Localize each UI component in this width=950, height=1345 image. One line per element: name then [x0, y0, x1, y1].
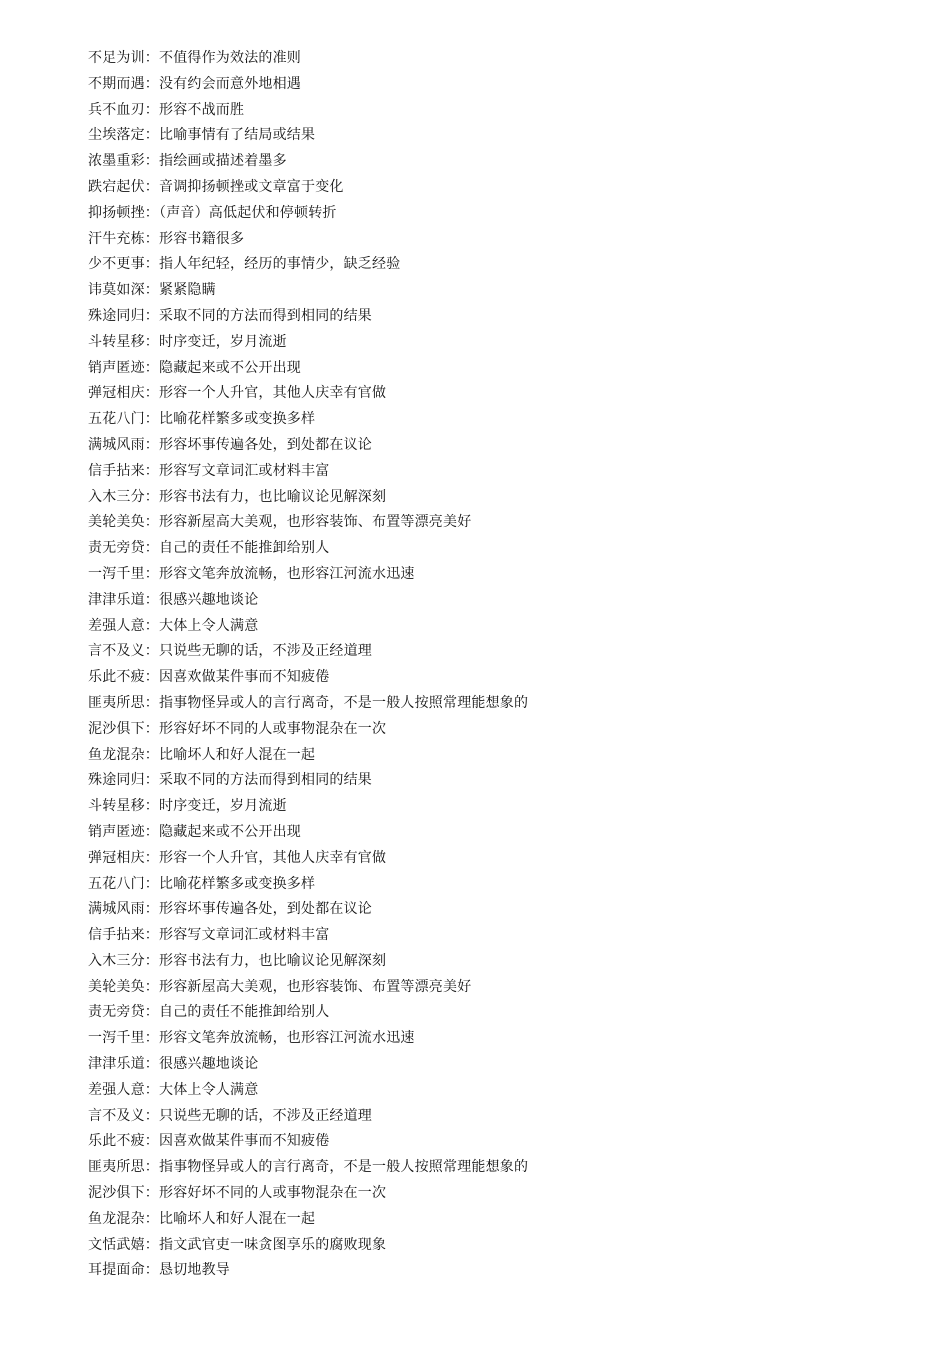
idiom-entry: 鱼龙混杂：比喻坏人和好人混在一起 — [88, 746, 316, 763]
idiom-entry: 讳莫如深：紧紧隐瞒 — [88, 282, 216, 299]
idiom-entry: 责无旁贷：自己的责任不能推卸给别人 — [88, 1004, 330, 1021]
idiom-entry: 责无旁贷：自己的责任不能推卸给别人 — [88, 540, 330, 557]
idiom-entry: 少不更事：指人年纪轻，经历的事情少，缺乏经验 — [88, 256, 401, 273]
idiom-entry: 入木三分：形容书法有力，也比喻议论见解深刻 — [88, 952, 387, 969]
idiom-entry: 匪夷所思：指事物怪异或人的言行离奇，不是一般人按照常理能想象的 — [88, 694, 529, 711]
idiom-entry: 言不及义：只说些无聊的话，不涉及正经道理 — [88, 1107, 372, 1124]
idiom-entry: 乐此不疲：因喜欢做某件事而不知疲倦 — [88, 1133, 330, 1150]
idiom-entry: 殊途同归：采取不同的方法而得到相同的结果 — [88, 307, 372, 324]
idiom-entry: 信手拈来：形容写文章词汇或材料丰富 — [88, 462, 330, 479]
idiom-entry: 信手拈来：形容写文章词汇或材料丰富 — [88, 927, 330, 944]
idiom-entry: 津津乐道：很感兴趣地谈论 — [88, 591, 259, 608]
idiom-entry: 不足为训：不值得作为效法的准则 — [88, 50, 301, 66]
idiom-entry: 斗转星移：时序变迁，岁月流逝 — [88, 798, 287, 815]
idiom-entry: 美轮美奂：形容新屋高大美观，也形容装饰、布置等漂亮美好 — [88, 978, 472, 995]
idiom-entry: 五花八门：比喻花样繁多或变换多样 — [88, 875, 316, 892]
idiom-entry: 销声匿迹：隐藏起来或不公开出现 — [88, 359, 301, 376]
idiom-entry: 言不及义：只说些无聊的话，不涉及正经道理 — [88, 643, 372, 660]
idiom-entry: 销声匿迹：隐藏起来或不公开出现 — [88, 823, 301, 840]
idiom-entry: 抑扬顿挫：（声音）高低起伏和停顿转折 — [88, 204, 337, 221]
idiom-entry: 兵不血刃：形容不战而胜 — [88, 101, 245, 118]
idiom-entry: 不期而遇：没有约会而意外地相遇 — [88, 75, 301, 92]
idiom-entry: 满城风雨：形容坏事传遍各处，到处都在议论 — [88, 436, 372, 453]
idiom-entry: 津津乐道：很感兴趣地谈论 — [88, 1056, 259, 1073]
idiom-entry: 一泻千里：形容文笔奔放流畅，也形容江河流水迅速 — [88, 1030, 415, 1047]
idiom-entry: 泥沙俱下：形容好坏不同的人或事物混杂在一次 — [88, 1185, 387, 1202]
idiom-entry: 差强人意：大体上令人满意 — [88, 617, 259, 634]
idiom-entry: 汗牛充栋：形容书籍很多 — [88, 230, 245, 247]
idiom-entry: 五花八门：比喻花样繁多或变换多样 — [88, 411, 316, 428]
idiom-entry: 斗转星移：时序变迁，岁月流逝 — [88, 333, 287, 350]
idiom-entry: 弹冠相庆：形容一个人升官，其他人庆幸有官做 — [88, 849, 387, 866]
idiom-entry: 鱼龙混杂：比喻坏人和好人混在一起 — [88, 1210, 316, 1227]
idiom-entry: 一泻千里：形容文笔奔放流畅，也形容江河流水迅速 — [88, 565, 415, 582]
idiom-entry: 泥沙俱下：形容好坏不同的人或事物混杂在一次 — [88, 720, 387, 737]
idiom-entry: 跌宕起伏：音调抑扬顿挫或文章富于变化 — [88, 178, 344, 195]
idiom-entry: 殊途同归：采取不同的方法而得到相同的结果 — [88, 772, 372, 789]
idiom-entry: 文恬武嬉：指文武官吏一味贪图享乐的腐败现象 — [88, 1236, 387, 1253]
idiom-entry: 入木三分：形容书法有力，也比喻议论见解深刻 — [88, 488, 387, 505]
idiom-entry: 乐此不疲：因喜欢做某件事而不知疲倦 — [88, 669, 330, 686]
idiom-entry: 匪夷所思：指事物怪异或人的言行离奇，不是一般人按照常理能想象的 — [88, 1159, 529, 1176]
idiom-entry: 满城风雨：形容坏事传遍各处，到处都在议论 — [88, 901, 372, 918]
idiom-entry: 浓墨重彩：指绘画或描述着墨多 — [88, 153, 287, 170]
idiom-entry: 尘埃落定：比喻事情有了结局或结果 — [88, 127, 316, 144]
idiom-entry: 美轮美奂：形容新屋高大美观，也形容装饰、布置等漂亮美好 — [88, 514, 472, 531]
idiom-entry: 差强人意：大体上令人满意 — [88, 1081, 259, 1098]
idiom-entry: 弹冠相庆：形容一个人升官，其他人庆幸有官做 — [88, 385, 387, 402]
idiom-entry: 耳提面命：恳切地教导 — [88, 1262, 230, 1279]
idiom-list — [88, 46, 888, 1284]
